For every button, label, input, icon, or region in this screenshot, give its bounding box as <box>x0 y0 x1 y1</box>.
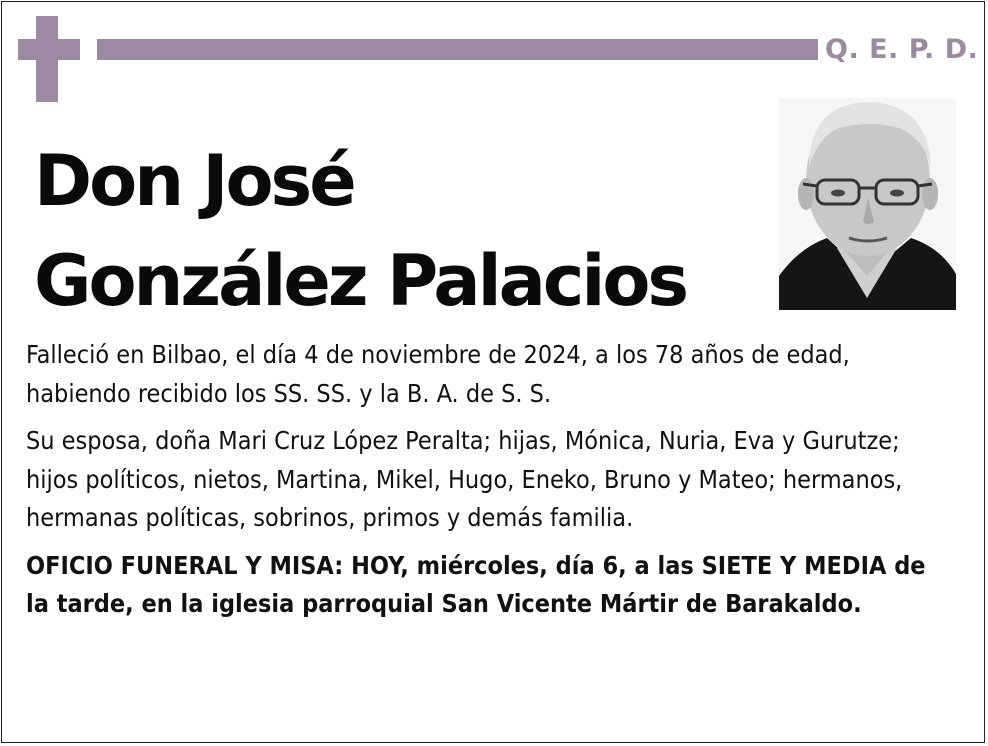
family-paragraph: Su esposa, doña Mari Cruz López Peralta; hijas, Mónica, Nuria, Eva y Gurutze; hijos políticos, nietos, Martina, Mikel, Hugo, Eneko, Bruno y Mateo; hermanos, hermanas políticas, sobrinos, primos y demás familia. <box>26 426 903 532</box>
portrait-photo <box>779 98 956 310</box>
death-paragraph: Falleció en Bilbao, el día 4 de noviembre de 2024, a los 78 años de edad, habiendo recibido los SS. SS. y la B. A. de S. S. <box>26 340 850 408</box>
deceased-name-line2: González Palacios <box>34 240 687 322</box>
header-divider-bar <box>97 39 818 60</box>
portrait-image <box>779 98 956 310</box>
obituary-text <box>26 336 956 633</box>
deceased-name-line1: Don José <box>34 140 354 222</box>
funeral-paragraph: OFICIO FUNERAL Y MISA: HOY, miércoles, día 6, a las SIETE Y MEDIA de la tarde, en la iglesia parroquial San Vicente Mártir de Barakaldo. <box>26 550 926 618</box>
deceased-name <box>34 131 686 331</box>
qepd-label: Q. E. P. D. <box>825 34 979 65</box>
cross-icon-arm <box>18 39 80 60</box>
